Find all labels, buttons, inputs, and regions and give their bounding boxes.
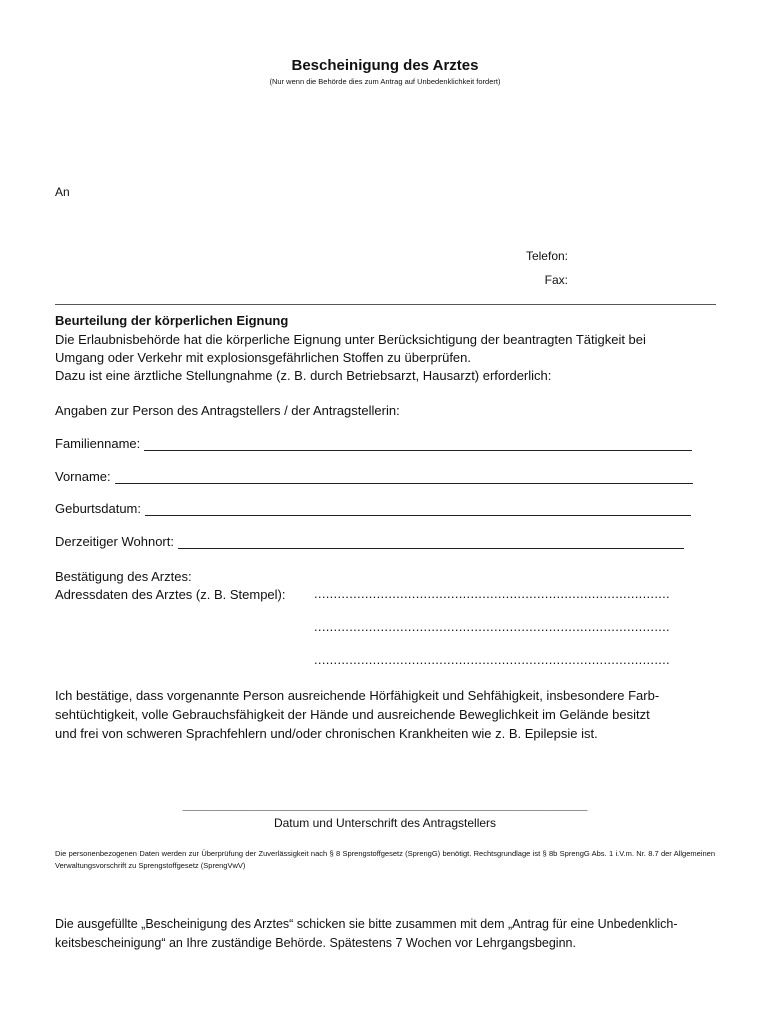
- firstname-label: Vorname:: [55, 469, 111, 484]
- assessment-line: Die Erlaubnisbehörde hat die körperliche Eignung unter Berücksichtigung der beantragten Tätigkeit bei: [55, 332, 646, 347]
- legal-notice: Die personenbezogenen Daten werden zur Überprüfung der Zuverlässigkeit nach § 8 Sprengstoffgesetz (SprengG) benötigt. Rechtsgrundlage ist § 8b SprengG Abs. 1 i.V.m. Nr. 8.7 der Allgemeinen Verwaltungsvorschrift zu Sprengstoffgesetz (SprengVwV): [55, 849, 715, 870]
- fax-label: Fax:: [544, 273, 568, 287]
- statement-line: Ich bestätige, dass vorgenannte Person ausreichende Hörfähigkeit und Sehfähigkeit, insbesondere Farb-: [55, 688, 660, 703]
- section-divider: [55, 304, 716, 305]
- footer-line: keitsbescheinigung“ an Ihre zuständige Behörde. Spätestens 7 Wochen vor Lehrgangsbeginn.: [55, 936, 576, 950]
- birthdate-label: Geburtsdatum:: [55, 501, 141, 516]
- phone-label: Telefon:: [525, 249, 568, 263]
- birthdate-field[interactable]: [55, 498, 691, 516]
- firstname-input-line[interactable]: [115, 469, 693, 484]
- assessment-heading: Beurteilung der körperlichen Eignung: [55, 313, 289, 328]
- recipient-label: An: [55, 185, 70, 199]
- doctor-address-label: Adressdaten des Arztes (z. B. Stempel):: [55, 587, 286, 602]
- person-intro: Angaben zur Person des Antragstellers / der Antragstellerin:: [55, 403, 400, 418]
- footer-line: Die ausgefüllte „Bescheinigung des Arztes“ schicken sie bitte zusammen mit dem „Antrag für eine Unbedenklich-: [55, 917, 678, 931]
- residence-field[interactable]: [55, 531, 684, 549]
- firstname-field[interactable]: [55, 466, 693, 484]
- signature-line[interactable]: ___________________________________________________________________________________________: [182, 802, 588, 811]
- assessment-line: Umgang oder Verkehr mit explosionsgefährlichen Stoffen zu überprüfen.: [55, 350, 472, 365]
- lastname-input-line[interactable]: [144, 436, 692, 451]
- confirmation-label: Bestätigung des Arztes:: [55, 569, 192, 584]
- statement-line: und frei von schweren Sprachfehlern und/oder chronischen Krankheiten wie z. B. Epilepsie ist.: [55, 726, 598, 741]
- lastname-label: Familienname:: [55, 436, 141, 451]
- signature-label: Datum und Unterschrift des Antragstellers: [273, 816, 497, 830]
- residence-label: Derzeitiger Wohnort:: [55, 534, 174, 549]
- footer-note: [55, 915, 720, 953]
- statement-paragraph: [55, 686, 720, 743]
- doctor-confirmation: [55, 568, 286, 604]
- doctor-address-line[interactable]: ...........................................................................................: [314, 652, 670, 667]
- doctor-address-line[interactable]: ...........................................................................................: [314, 586, 670, 601]
- document-title: Bescheinigung des Arztes: [291, 57, 479, 74]
- birthdate-input-line[interactable]: [145, 501, 691, 516]
- document-subtitle: (Nur wenn die Behörde dies zum Antrag auf Unbedenklichkeit fordert): [269, 77, 501, 86]
- statement-line: sehtüchtigkeit, volle Gebrauchsfähigkeit der Hände und ausreichende Beweglichkeit im Gelände besitzt: [55, 707, 650, 722]
- doctor-address-line[interactable]: ...........................................................................................: [314, 619, 670, 634]
- lastname-field[interactable]: [55, 433, 692, 451]
- assessment-line: Dazu ist eine ärztliche Stellungnahme (z. B. durch Betriebsarzt, Hausarzt) erforderlich:: [55, 368, 552, 383]
- residence-input-line[interactable]: [178, 534, 684, 549]
- assessment-paragraph: [55, 331, 720, 385]
